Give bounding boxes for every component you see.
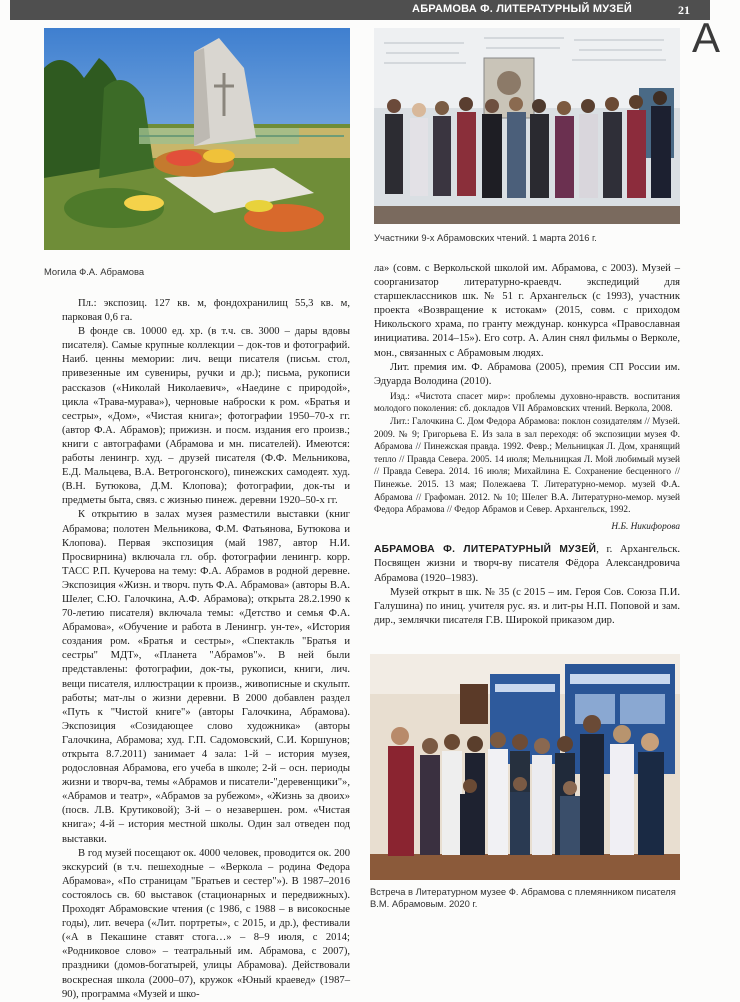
literature-note: Лит.: Галочкина С. Дом Федора Абрамова: поклон созидателям // Музей. 2009. № 9; Григорьева Е. Из зала в зал переходя: об экспозиции музея Ф. Абрамова // Пинежская правда. 1992. Февр.; Мельницкая Л. Дом, хранящий тепло // Правда Севера. 2005. 14 июля; Мельницкая Л. Мой любимый музей // Правда Севера. 2014. 16 июля; Михайлина Е. Сохранение бесценного // Пинежье. 2015. 13 мая; Полежаева Т. Литературно-мемор. музей Ф.А. Абрамова // Графоман. 2012. № 10; Шелег В.А. Литературно-мемор. музей Федора Абрамова // Федор Абрамов и Север. Архангельск, 1992. <box>374 417 680 516</box>
meeting-photo-caption: Встреча в Литературном музее Ф. Абрамова с племянником писателя В.М. Абрамовым. 2020 г. <box>370 886 676 909</box>
meeting-photo-image <box>370 654 680 880</box>
continuation-paragraph: ла» (совм. с Веркольской школой им. Абрамова, с 2003). Музей – соорганизатор литературно-краевдч. экспедиций для старшеклассников шк. № 51 г. Архангельск (с 1993), участник проекта «Возвращение к истокам» (2015, совм. с приходом Никольского храма, по гранту междунар. конкурса «Православная инициатива. 2014–15»). Его сотр. А. Алин снял фильмы о Верколе, мон., связанных с Абрамовым людях. <box>374 263 680 359</box>
right-text-column <box>374 262 680 628</box>
awards-paragraph: Лит. премия им. Ф. Абрамова (2005), премия СП России им. Эдуарда Володина (2010). <box>374 361 680 387</box>
entry-heading-paragraph <box>374 543 680 585</box>
article-author: Н.Б. Никифорова <box>611 521 680 532</box>
participants-photo <box>374 28 680 224</box>
meeting-photo <box>370 654 680 880</box>
visitors-paragraph: В год музей посещают ок. 4000 человек, проводится ок. 200 экскурсий (в т.ч. пешеходные – «Веркола – родина Федора Абрамова», «По страницам "Братьев и сестер"»). В 1987–2016 состоялось св. 60 выставок (стационарных и передвижных). Проходят Абрамовские чтения (с 1986, с 1988 – в високосные годы), лит. вечера («Лит. портреты», с 2015, и др.), фестивали («А в Пекашине ставят стога…» – 8–9 июля, с 2014; «Родниковое слово» – театральный им. Абрамова, с 2007), праздники (домов-богатырей, улицы Абрамова). Действовали воскресная школа (2000–07), кружок «Юный краевед» (1987–90), программа «Музей и шко- <box>62 847 350 1000</box>
left-text-column <box>62 297 350 1002</box>
participants-photo-caption: Участники 9-х Абрамовских чтений. 1 марта 2016 г. <box>374 232 597 243</box>
participants-photo-image <box>374 28 680 224</box>
section-letter: А <box>692 14 721 61</box>
running-header-title: АБРАМОВА Ф. ЛИТЕРАТУРНЫЙ МУЗЕЙ <box>412 3 632 15</box>
publications-note: Изд.: «Чистота спасет мир»: проблемы духовно-нравств. воспитания молодого поколения: сб. докладов VII Абрамовских чтений. Веркола, 2008. <box>374 391 680 415</box>
grave-photo-caption: Могила Ф.А. Абрамова <box>44 266 145 277</box>
running-header <box>10 0 710 20</box>
collection-paragraph: В фонде св. 10000 ед. хр. (в т.ч. св. 3000 – дары вдовы писателя). Самые крупные коллекции – док-тов и фотографий. Наиб. ценны мемории: лич. вещи писателя (письм. стол, привезенные им сувениры, ручки и др.); письма, рукописи рассказов («Николай Николаевич», «Наедине с природой», цикла «Трава-мурава»), черновые наброски к ром. «Братья и сестры», «Дом», «Чистая книга»; фотографии 1950–70-х гг. (автор Ф.А. Абрамов); прижизн. и посм. издания его произв.; книги с автографами (Абрамова и мн. писателей). Имеются: работы ленингр. худ. – друзей писателя (Ф.Ф. Мельникова, Е.Д. Мальцева, В.А. Ветрогонского), пинежских самодеят. худ. (В.Н. Бутюкова, Д.М. Клопова); фотографии, док-ты и предметы быта, связ. с жизнью пинеж. деревни 1920–50-х гг. <box>62 326 350 507</box>
opening-paragraph: Музей открыт в шк. № 35 (с 2015 – им. Героя Сов. Союза П.И. Галушина) по иниц. учителя рус. яз. и лит-ры Н.П. Поповой и зам. дир., землячки писателя Г.В. Широкой приказом дир. <box>374 586 680 626</box>
page-number: 21 <box>678 3 690 17</box>
entry-intro: , г. Архангельск. Посвящен жизни и творч-ву писателя Фёдора Александровича Абрамова (1920–1983). <box>374 544 680 584</box>
exhibitions-paragraph: К открытию в залах музея разместили выставки (книг Абрамова; полотен Мельникова, Ф.М. Фатьянова, Бутюкова и Клопова). Первая экспозиция (май 1987, автор Н.И. Просвирнина) включала гл. обр. фотографии ленингр. корр. ТАСС Р.П. Кучерова на тему: Ф.А. Абрамов в родной деревне. Экспозиция «Жизн. и творч. путь Ф.А. Абрамова» (авторы В.А. Шелег, С.Ю. Галочкина, А.Ф. Абрамова); открыта 28.2.1990 к 70-летию писателя) включала темы: «Детство и семья Ф.А. Абрамова», «Обучение и работа в Ленингр. ун-те», «История создания ром. «Братья и сестры», «Спектакль "Братья и сестры" МДТ», «Планета "Абрамов"». В ней были представлены: фотографии, док-ты, рукописи, книги, лич. вещи писателя, иллюстрации к произв., живописные и скульпт. работы; мат-лы о жизни деревни. В 2000 добавлен раздел «Путь к "Чистой книге"» (авторы Галочкина, Абрамова). Экспозиция «Созидающее слово художника» (авторы Галочкина, Абрамова; худ. Г.П. Садомовский, С.И. Коршунов; открыта 8.7.2011) занимает 4 зала: 1-й – история музея, родословная Абрамова, его учеба в школе; 2-й – осн. периоды жизни и творч-ва, темы «Абрамов и писатели-"деревенщики"», «Абрамов и театр», «Абрамов за рубежом», «Жизнь за двоих» (посв. Л.В. Крутиковой); 3-й – о незавершен. ром. «Чистая книга»; 4-й – история местной школы. Один зал отведен под выставки. <box>62 509 350 845</box>
grave-photo <box>44 28 350 250</box>
entry-headword: АБРАМОВА Ф. ЛИТЕРАТУРНЫЙ МУЗЕЙ <box>374 544 597 556</box>
grave-photo-image <box>44 28 350 250</box>
area-paragraph: Пл.: экспозиц. 127 кв. м, фондохранилищ 55,3 кв. м, парковая 0,6 га. <box>62 298 350 324</box>
